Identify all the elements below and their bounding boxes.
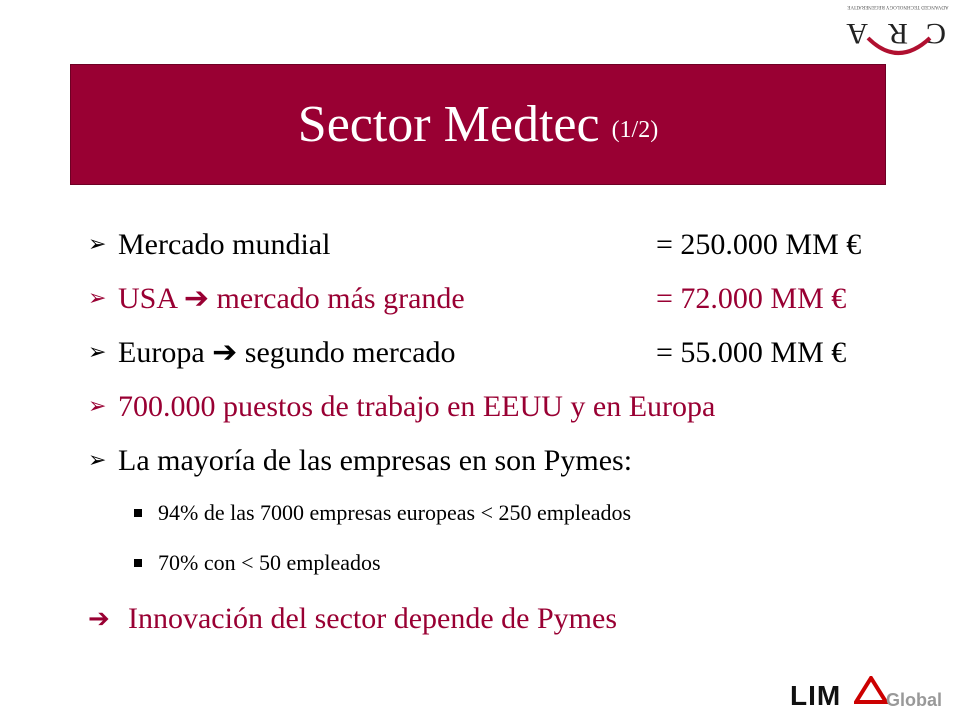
arrow-bullet-icon: ➢ [88, 340, 107, 365]
page-title-suffix: (1/2) [611, 117, 659, 143]
logo-tagline: ADVANCED TECHNOLOGY REGENERATIVE [847, 4, 949, 9]
arrow-bullet-icon: ➢ [88, 394, 107, 419]
bullet-item [88, 272, 928, 326]
square-bullet-icon [134, 559, 142, 567]
bullet-text: Mercado mundial [118, 228, 331, 261]
conclusion-text: Innovación del sector depende de Pymes [128, 602, 618, 635]
lim-global-logo [790, 676, 950, 712]
arrow-bullet-icon: ➢ [88, 286, 107, 311]
title-banner [70, 64, 886, 185]
bullet-item [88, 218, 928, 272]
logo-letter-a: A [846, 17, 868, 50]
arrow-bullet-icon: ➢ [88, 448, 107, 473]
lim-logo-subtext: Global [886, 690, 943, 710]
bullet-value: = 250.000 MM € [656, 228, 862, 261]
bullet-value: = 55.000 MM € [656, 336, 847, 369]
bullet-item [88, 434, 928, 488]
arc-logo [838, 0, 958, 64]
arrow-bullet-icon: ➢ [88, 232, 107, 257]
square-bullet-icon [134, 509, 142, 517]
lim-logo-text: LIM [790, 680, 842, 711]
bullet-value: = 72.000 MM € [656, 282, 847, 315]
logo-letter-c: C [925, 17, 946, 50]
bullet-list [88, 218, 928, 650]
triangle-logo-icon [854, 676, 888, 704]
bullet-text: La mayoría de las empresas en son Pymes: [118, 444, 633, 477]
bullet-item [88, 326, 928, 380]
bullet-text: Europa ➔ segundo mercado [118, 336, 456, 369]
logo-letter-r: R [887, 17, 908, 50]
bullet-item [88, 380, 928, 434]
page-title: Sector Medtec [297, 95, 600, 153]
sub-bullet-item [88, 538, 928, 588]
conclusion [88, 588, 928, 650]
bullet-text: 700.000 puestos de trabajo en EEUU y en Europa [118, 390, 716, 423]
sub-bullet-item [88, 488, 928, 538]
bullet-text: USA ➔ mercado más grande [118, 282, 465, 315]
sub-bullet-text: 70% con < 50 empleados [158, 550, 381, 575]
arc-logo-graphic [838, 0, 958, 64]
sub-bullet-text: 94% de las 7000 empresas europeas < 250 empleados [158, 500, 632, 525]
right-arrow-icon: ➔ [88, 604, 110, 634]
